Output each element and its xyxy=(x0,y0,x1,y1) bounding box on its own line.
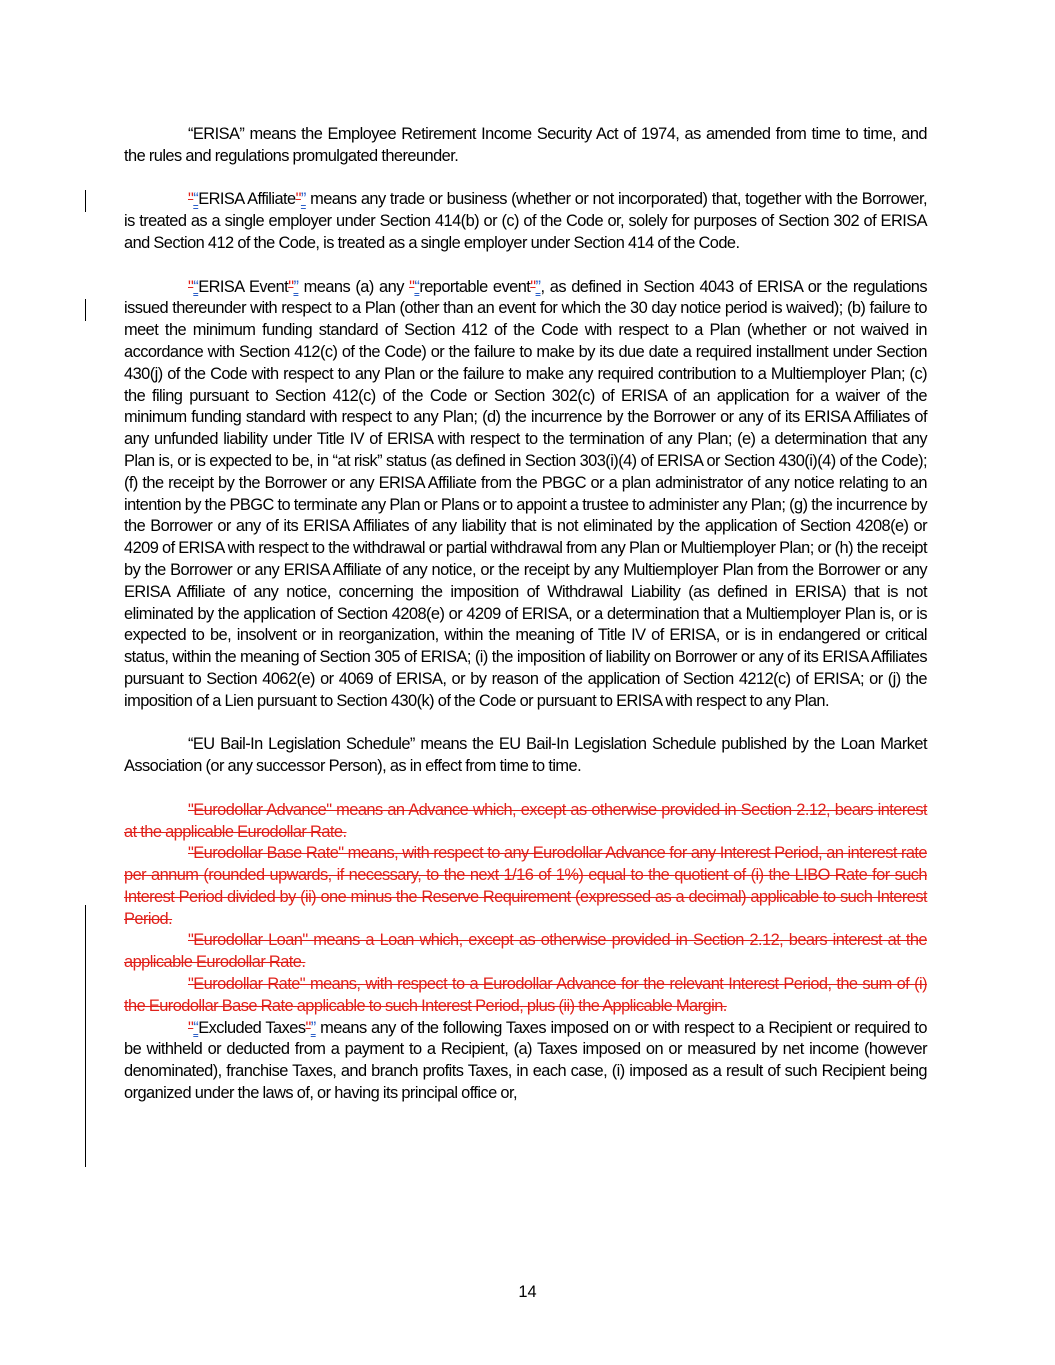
definition-text: means (a) any xyxy=(298,277,410,296)
inserted-quote: “ xyxy=(193,277,199,296)
deleted-quote: " xyxy=(188,277,194,296)
deleted-quote: " xyxy=(188,190,194,209)
inserted-quote: “ xyxy=(414,277,420,296)
defined-term: Excluded Taxes xyxy=(198,1018,306,1037)
inserted-quote: ” xyxy=(293,277,299,296)
definition-excluded-taxes xyxy=(124,1018,927,1105)
definition-body: , as defined in Section 4043 of ERISA or the regulations issued thereunder with respect to a Plan (other than an event for which the 30 day notice period is waived); (b) failure to meet the minimum funding standard of Section 412 of the Code with respect to a Plan (whether or not waived in accordance with Section 412(c) of the Code) or the failure to make by its due date a required installment under Section 430(j) of the Code with respect to any Plan or the failure to make any required contribution to a Multiemployer Plan; (c) the filing pursuant to Section 412(c) of the Code or Section 302(c) of ERISA of an application for a waiver of the minimum funding standard with respect to any Plan; (d) the incurrence by the Borrower or any of its ERISA Affiliates of any unfunded liability under Title IV of ERISA with respect to the termination of any Plan; (e) a determination that any Plan is, or is expected to be, in “at risk” status (as defined in Section 303(i)(4) of ERISA or Section 430(i)(4) of the Code); (f) the receipt by the Borrower or any ERISA Affiliate from the PBGC or a plan administrator of any notice relating to an intention by the PBGC to terminate any Plan or Plans or to appoint a trustee to administer any Plan; (g) the incurrence by the Borrower or any of its ERISA Affiliates of any liability that is not eliminated by the application of Section 4208(e) or 4209 of ERISA with respect to the withdrawal or partial withdrawal from any Plan or Multiemployer Plan; or (h) the receipt by the Borrower or any ERISA Affiliate of any notice, or the receipt by any Multiemployer Plan from the Borrower or any ERISA Affiliate of any notice, concerning the imposition of Withdrawal Liability (as defined in ERISA) that is not eliminated by the application of Section 4208(e) or 4209 of ERISA, or a determination that a Multiemployer Plan is, or is expected to be, insolvent or in reorganization, within the meaning of Title IV of ERISA, or is in endangered or critical status, within the meaning of Section 305 of ERISA; (i) the imposition of liability on Borrower or any of its ERISA Affiliates pursuant to Section 4062(e) or 4069 of ERISA, or by reason of the application of Section 4212(c) of ERISA; or (j) the imposition of a Lien pursuant to Section 430(k) of the Code or pursuant to ERISA with respect to any Plan. xyxy=(124,277,928,710)
deleted-quote: " xyxy=(295,190,301,209)
deleted-definition-eurodollar-advance: "Eurodollar Advance" means an Advance which, except as otherwise provided in Section 2.12, bears interest at the applicable Eurodollar Rate. xyxy=(124,800,927,841)
inserted-quote: ” xyxy=(300,190,306,209)
change-bar-erisa-event xyxy=(85,299,86,321)
deleted-definition-eurodollar-loan: "Eurodollar Loan" means a Loan which, except as otherwise provided in Section 2.12, bears interest at the applicable Eurodollar Rate. xyxy=(124,931,927,972)
definition-body: means any trade or business (whether or not incorporated) that, together with the Borrower, is treated as a single employer under Section 414(b) or (c) of the Code or, solely for purposes of Section 302 of ERISA and Section 412 of the Code, is treated as a single employer under Section 414 of the Code. xyxy=(124,190,927,252)
inserted-quote: “ xyxy=(193,190,199,209)
definition-erisa: “ERISA” means the Employee Retirement Income Security Act of 1974, as amended from time to time, and the rules and regulations promulgated thereunder. xyxy=(124,125,927,165)
inserted-quote: ” xyxy=(535,277,541,296)
defined-term: ERISA Affiliate xyxy=(198,190,296,209)
definition-body: means any of the following Taxes imposed on or with respect to a Recipient or required to be withheld or deducted from a payment to a Recipient, (a) Taxes imposed on or measured by net income (however denominated), franchise Taxes, and branch profits Taxes, in each case, (i) imposed as a result of such Recipient being organized under the laws of, or having its principal office or, xyxy=(124,1018,927,1103)
deleted-definition-eurodollar-rate: "Eurodollar Rate" means, with respect to a Eurodollar Advance for the relevant Interest Period, the sum of (i) the Eurodollar Base Rate applicable to such Interest Period, plus (ii) the Applicable Margin. xyxy=(124,975,927,1015)
deleted-quote: " xyxy=(409,277,415,296)
deleted-quote: " xyxy=(530,277,536,296)
change-bar-deleted-definitions xyxy=(85,905,86,1167)
document-page xyxy=(124,124,927,1105)
inserted-quote: ” xyxy=(310,1018,316,1037)
page-number: 14 xyxy=(518,1283,537,1301)
deleted-quote: " xyxy=(188,1018,194,1037)
deleted-quote: " xyxy=(305,1018,311,1037)
deleted-quote: " xyxy=(288,277,294,296)
definition-eu-bail-in-schedule: “EU Bail-In Legislation Schedule” means the EU Bail-In Legislation Schedule published by the Loan Market Association (or any successor Person), as in effect from time to time. xyxy=(124,735,927,776)
change-bar-erisa-affiliate xyxy=(85,190,86,212)
definition-erisa-affiliate xyxy=(124,189,927,254)
definition-erisa-event xyxy=(124,277,927,713)
quoted-term: reportable event xyxy=(419,277,531,296)
defined-term: ERISA Event xyxy=(198,277,289,296)
deleted-definition-eurodollar-base-rate: "Eurodollar Base Rate" means, with respect to any Eurodollar Advance for any Interest Period, an interest rate per annum (rounded upwards, if necessary, to the next 1/16 of 1%) equal to the quotient of (i) the LIBO Rate for such Interest Period divided by (ii) one minus the Reserve Requirement (expressed as a decimal) applicable to such Interest Period. xyxy=(124,844,927,928)
inserted-quote: “ xyxy=(193,1018,199,1037)
